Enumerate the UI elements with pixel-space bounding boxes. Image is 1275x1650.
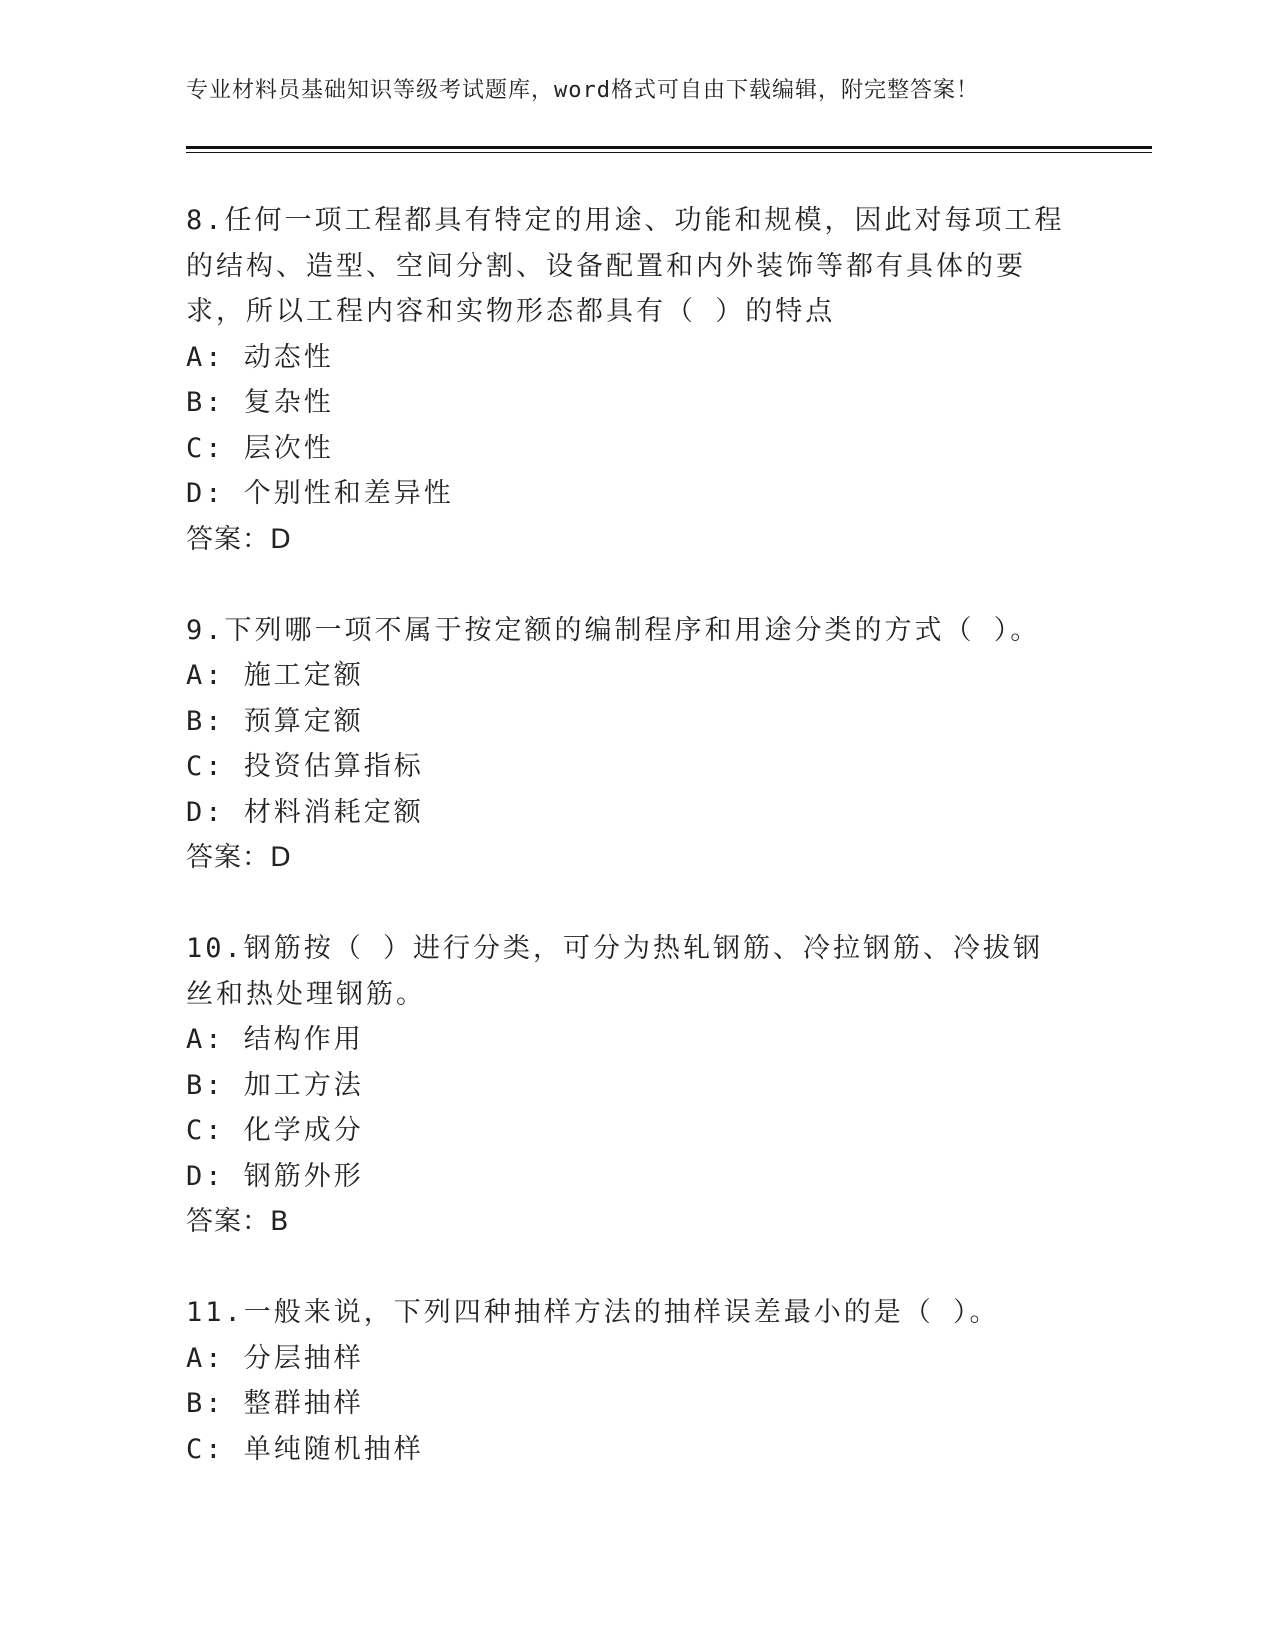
question-stem: 10.钢筋按（ ）进行分类，可分为热轧钢筋、冷拉钢筋、冷拔钢丝和热处理钢筋。: [186, 933, 1044, 1010]
option-c: C: 单纯随机抽样: [186, 1433, 424, 1465]
option-a: A: 施工定额: [186, 660, 364, 691]
question-stem: 9.下列哪一项不属于按定额的编制程序和用途分类的方式（ ）。: [186, 614, 1041, 646]
option-d: D: 钢筋外形: [186, 1160, 364, 1192]
question-stem: 11.一般来说，下列四种抽样方法的抽样误差最小的是（ ）。: [186, 1297, 1000, 1328]
option-a: A: 动态性: [186, 341, 334, 373]
answer-text: 答案：D: [186, 842, 292, 873]
option-d: D: 材料消耗定额: [186, 796, 424, 828]
option-c: C: 层次性: [186, 432, 334, 464]
option-a: A: 分层抽样: [186, 1342, 364, 1374]
option-a: A: 结构作用: [186, 1024, 364, 1055]
header-rule-thick: [186, 146, 1152, 149]
header-rule-thin: [186, 152, 1152, 153]
option-b: B: 预算定额: [186, 705, 364, 737]
question-8: [186, 198, 1066, 562]
option-c: C: 投资估算指标: [186, 751, 424, 782]
option-b: B: 加工方法: [186, 1069, 364, 1101]
question-11: [186, 1290, 1066, 1472]
answer-text: 答案：D: [186, 523, 292, 555]
question-9: [186, 608, 1066, 881]
option-d: D: 个别性和差异性: [186, 478, 454, 509]
question-stem: 8.任何一项工程都具有特定的用途、功能和规模，因此对每项工程的结构、造型、空间分割、设备配置和内外装饰等都有具体的要求，所以工程内容和实物形态都具有（ ）的特点: [186, 205, 1065, 327]
answer-text: 答案：B: [186, 1206, 290, 1237]
option-c: C: 化学成分: [186, 1115, 364, 1146]
option-b: B: 整群抽样: [186, 1388, 364, 1419]
question-list: [186, 198, 1066, 1472]
page-header-text: 专业材料员基础知识等级考试题库，word格式可自由下载编辑，附完整答案！: [186, 78, 979, 103]
option-b: B: 复杂性: [186, 387, 334, 418]
question-10: [186, 926, 1066, 1245]
